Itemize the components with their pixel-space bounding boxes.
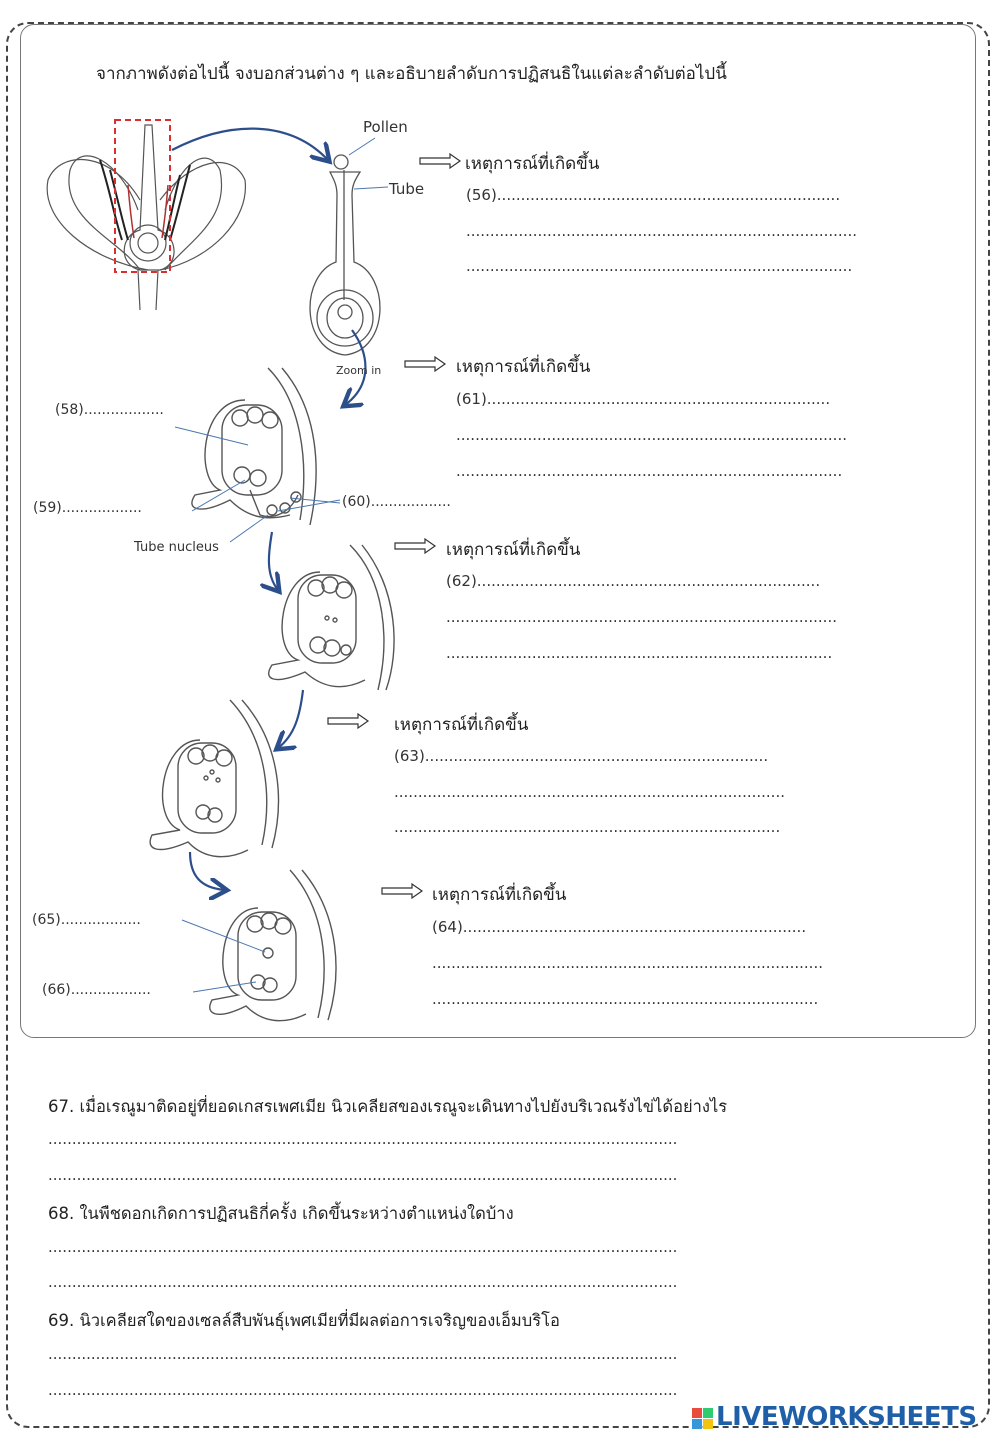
answer-line[interactable]: ..................................................................................	[456, 426, 847, 444]
event-heading: เหตุการณ์ที่เกิดขึ้น	[432, 885, 567, 905]
ovule-stage-2	[269, 545, 394, 690]
answer-line[interactable]: ....................................................................................................................................	[48, 1238, 678, 1256]
question-67: 67. เมื่อเรณูมาติดอยู่ที่ยอดเกสรเพศเมีย นิวเคลียสของเรณูจะเดินทางไปยังบริเวณรังไข่ได้อย่างไร	[48, 1097, 728, 1116]
answer-61[interactable]: (61)........................................................................	[456, 390, 831, 408]
arrow-stage-2	[269, 532, 278, 590]
answer-62[interactable]: (62)........................................................................	[446, 572, 821, 590]
zoom-in-label: Zoom in	[336, 364, 382, 377]
question-69: 69. นิวเคลียสใดของเซลล์สืบพันธุ์เพศเมียที่มีผลต่อการเจริญของเอ็มบริโอ	[48, 1311, 560, 1330]
pistil-illustration	[310, 155, 380, 355]
event-heading: เหตุการณ์ที่เกิดขึ้น	[465, 154, 600, 174]
answer-line[interactable]: ..................................................................................	[466, 222, 857, 240]
blank-65[interactable]: (65)..................	[32, 912, 141, 928]
answer-line[interactable]: .................................................................................	[446, 644, 833, 662]
answer-line[interactable]: ....................................................................................................................................	[48, 1273, 678, 1291]
pollen-label: Pollen	[363, 118, 408, 136]
blank-58[interactable]: (58)..................	[55, 402, 164, 418]
answer-line[interactable]: .................................................................................	[466, 257, 853, 275]
answer-line[interactable]: ....................................................................................................................................	[48, 1130, 678, 1148]
answer-line[interactable]: ..................................................................................	[432, 954, 823, 972]
blank-66[interactable]: (66)..................	[42, 982, 151, 998]
ovule-stage-3	[150, 700, 278, 857]
answer-line[interactable]: ....................................................................................................................................	[48, 1345, 678, 1363]
blank-60[interactable]: (60)..................	[342, 494, 451, 510]
flower-illustration	[47, 125, 245, 310]
liveworksheets-logo-icon	[692, 1408, 714, 1430]
tube-nucleus-label: Tube nucleus	[134, 540, 219, 555]
answer-line[interactable]: ..................................................................................	[446, 608, 837, 626]
answer-line[interactable]: ....................................................................................................................................	[48, 1166, 678, 1184]
answer-64[interactable]: (64)........................................................................	[432, 918, 807, 936]
arrow-stage-3	[278, 690, 303, 748]
arrow-to-pistil	[172, 129, 328, 160]
arrow-stage-4	[190, 852, 225, 890]
page-title: จากภาพดังต่อไปนี้ จงบอกส่วนต่าง ๆ และอธิบายลำดับการปฏิสนธิในแต่ละลำดับต่อไปนี้	[96, 64, 727, 84]
liveworksheets-logo: LIVEWORKSHEETS	[716, 1402, 977, 1432]
answer-line[interactable]: .................................................................................	[394, 818, 781, 836]
ovule-stage-4	[210, 870, 336, 1021]
event-heading: เหตุการณ์ที่เกิดขึ้น	[394, 715, 529, 735]
zoom-box	[115, 120, 170, 272]
blank-59[interactable]: (59)..................	[33, 500, 142, 516]
answer-63[interactable]: (63)........................................................................	[394, 747, 769, 765]
tube-label: Tube	[389, 180, 425, 198]
question-68: 68. ในพืชดอกเกิดการปฏิสนธิกี่ครั้ง เกิดขึ้นระหว่างตำแหน่งใดบ้าง	[48, 1204, 514, 1223]
answer-line[interactable]: .................................................................................	[456, 462, 843, 480]
event-heading: เหตุการณ์ที่เกิดขึ้น	[456, 357, 591, 377]
answer-line[interactable]: .................................................................................	[432, 990, 819, 1008]
answer-56[interactable]: (56)........................................................................	[466, 186, 841, 204]
answer-line[interactable]: ..................................................................................	[394, 783, 785, 801]
event-heading: เหตุการณ์ที่เกิดขึ้น	[446, 540, 581, 560]
ovule-stage-1	[192, 368, 316, 525]
answer-line[interactable]: ....................................................................................................................................	[48, 1381, 678, 1399]
